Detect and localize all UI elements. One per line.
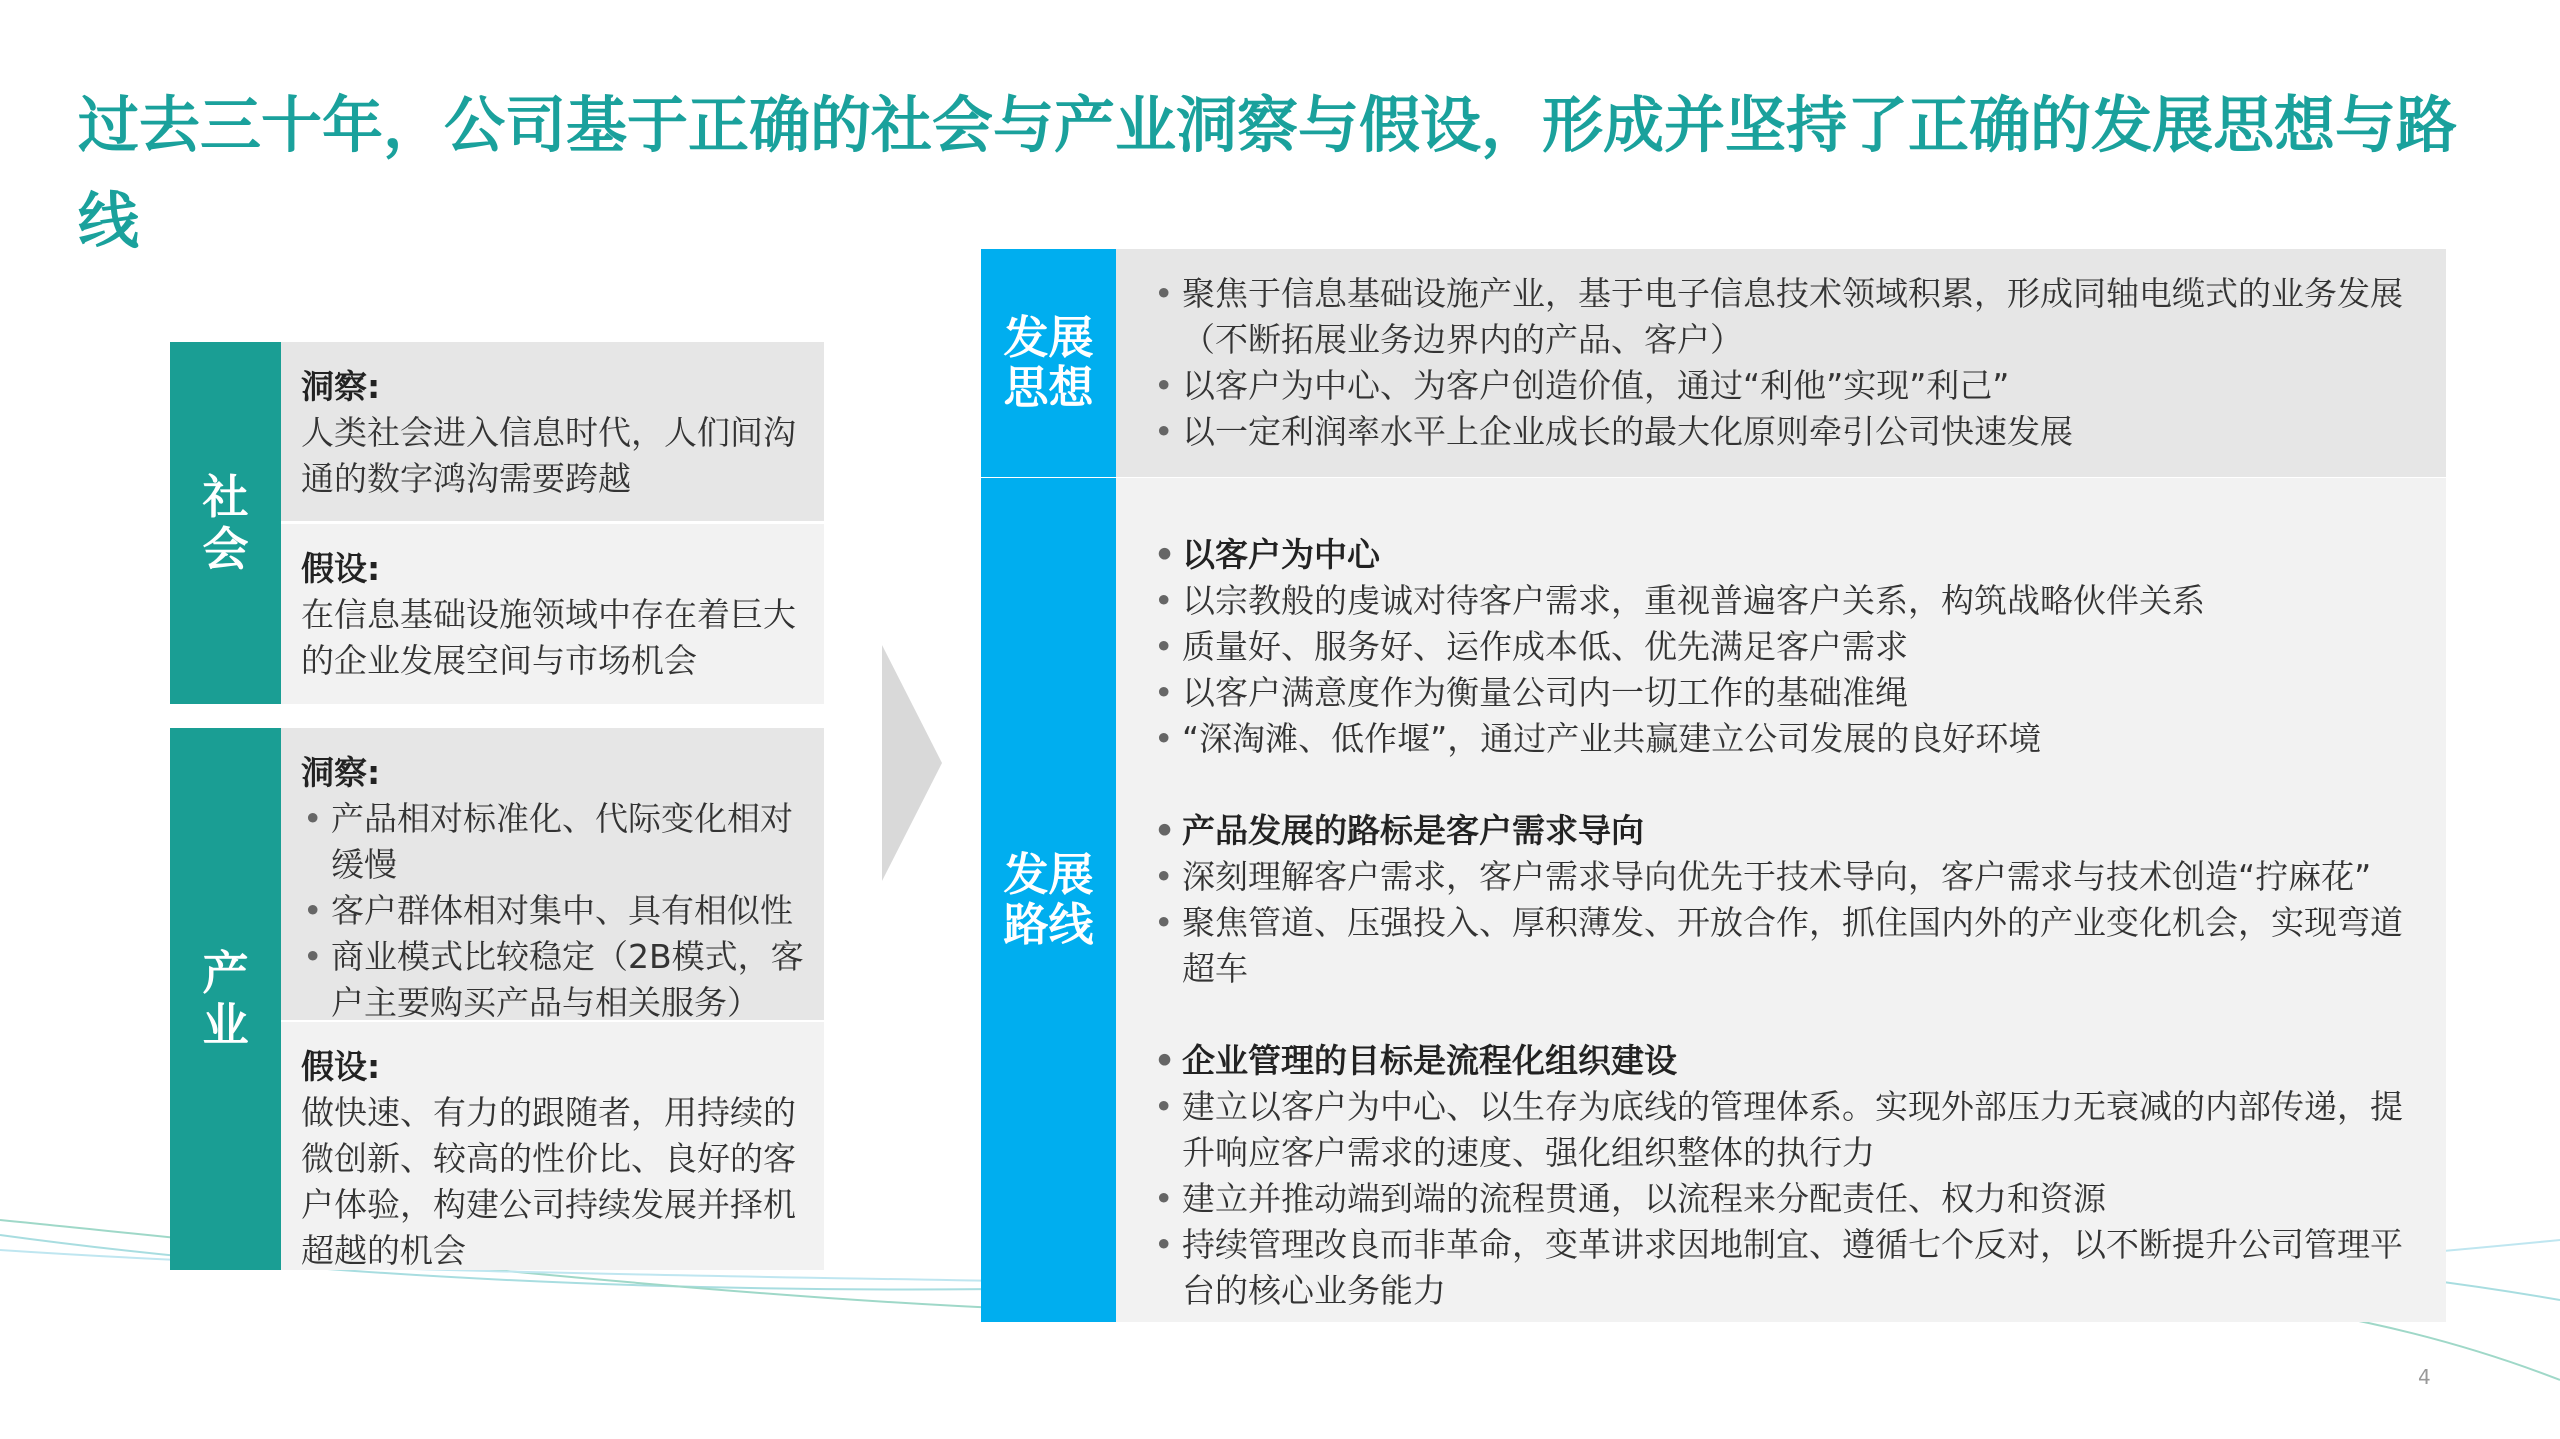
route-label: 发展路线 xyxy=(981,478,1116,1322)
society-insight-title: 洞察: xyxy=(301,367,381,406)
list-item: • “深淘滩、低作堰”，通过产业共赢建立公司发展的良好环境 xyxy=(1136,716,2426,762)
industry-hypothesis-title: 假设: xyxy=(301,1047,381,1086)
route-group-management xyxy=(1136,1038,2426,1314)
route-cell xyxy=(1116,478,2446,1322)
page-number: 4 xyxy=(2418,1365,2431,1389)
industry-hypothesis-cell xyxy=(281,1022,824,1270)
list-item: • 产品相对标准化、代际变化相对缓慢 xyxy=(301,796,804,888)
industry-insight-cell xyxy=(281,728,824,1020)
route-heading: • 企业管理的目标是流程化组织建设 xyxy=(1136,1038,2426,1084)
society-insight-text: 人类社会进入信息时代，人们间沟通的数字鸿沟需要跨越 xyxy=(301,413,796,498)
list-item: • 以客户为中心、为客户创造价值，通过“利他”实现”利己” xyxy=(1136,363,2426,409)
society-hypothesis-text: 在信息基础设施领域中存在着巨大的企业发展空间与市场机会 xyxy=(301,595,796,680)
list-item: • 以客户满意度作为衡量公司内一切工作的基础准绳 xyxy=(1136,670,2426,716)
list-item: • 客户群体相对集中、具有相似性 xyxy=(301,888,804,934)
list-item: • 聚焦于信息基础设施产业，基于电子信息技术领域积累，形成同轴电缆式的业务发展（不断拓展业务边界内的产品、客户） xyxy=(1136,271,2426,363)
industry-insight-list xyxy=(301,796,804,1026)
list-item: • 持续管理改良而非革命，变革讲求因地制宜、遵循七个反对，以不断提升公司管理平台的核心业务能力 xyxy=(1136,1222,2426,1314)
thought-label: 发展思想 xyxy=(981,249,1116,477)
industry-insight-title: 洞察: xyxy=(301,753,381,792)
thought-cell xyxy=(1116,249,2446,477)
arrow-right-icon xyxy=(882,645,942,881)
list-item: • 深刻理解客户需求，客户需求导向优先于技术导向，客户需求与技术创造“拧麻花” xyxy=(1136,854,2426,900)
society-label: 社会 xyxy=(170,342,281,704)
list-item: • 以一定利润率水平上企业成长的最大化原则牵引公司快速发展 xyxy=(1136,409,2426,455)
society-hypothesis-title: 假设: xyxy=(301,549,381,588)
route-group-customer xyxy=(1136,532,2426,762)
list-item: • 建立并推动端到端的流程贯通，以流程来分配责任、权力和资源 xyxy=(1136,1176,2426,1222)
route-heading: • 以客户为中心 xyxy=(1136,532,2426,578)
route-heading: • 产品发展的路标是客户需求导向 xyxy=(1136,808,2426,854)
thought-list xyxy=(1136,271,2426,455)
industry-label: 产业 xyxy=(170,728,281,1270)
page-title: 过去三十年，公司基于正确的社会与产业洞察与假设，形成并坚持了正确的发展思想与路线 xyxy=(78,90,2458,257)
industry-hypothesis-text: 做快速、有力的跟随者，用持续的微创新、较高的性价比、良好的客户体验，构建公司持续发展并择机超越的机会 xyxy=(301,1093,796,1270)
list-item: • 建立以客户为中心、以生存为底线的管理体系。实现外部压力无衰减的内部传递，提升响应客户需求的速度、强化组织整体的执行力 xyxy=(1136,1084,2426,1176)
list-item: • 商业模式比较稳定（2B模式，客户主要购买产品与相关服务） xyxy=(301,934,804,1026)
society-insight-cell xyxy=(281,342,824,521)
list-item: • 聚焦管道、压强投入、厚积薄发、开放合作，抓住国内外的产业变化机会，实现弯道超车 xyxy=(1136,900,2426,992)
route-group-product xyxy=(1136,808,2426,992)
list-item: • 以宗教般的虔诚对待客户需求，重视普遍客户关系，构筑战略伙伴关系 xyxy=(1136,578,2426,624)
list-item: • 质量好、服务好、运作成本低、优先满足客户需求 xyxy=(1136,624,2426,670)
society-hypothesis-cell xyxy=(281,524,824,704)
